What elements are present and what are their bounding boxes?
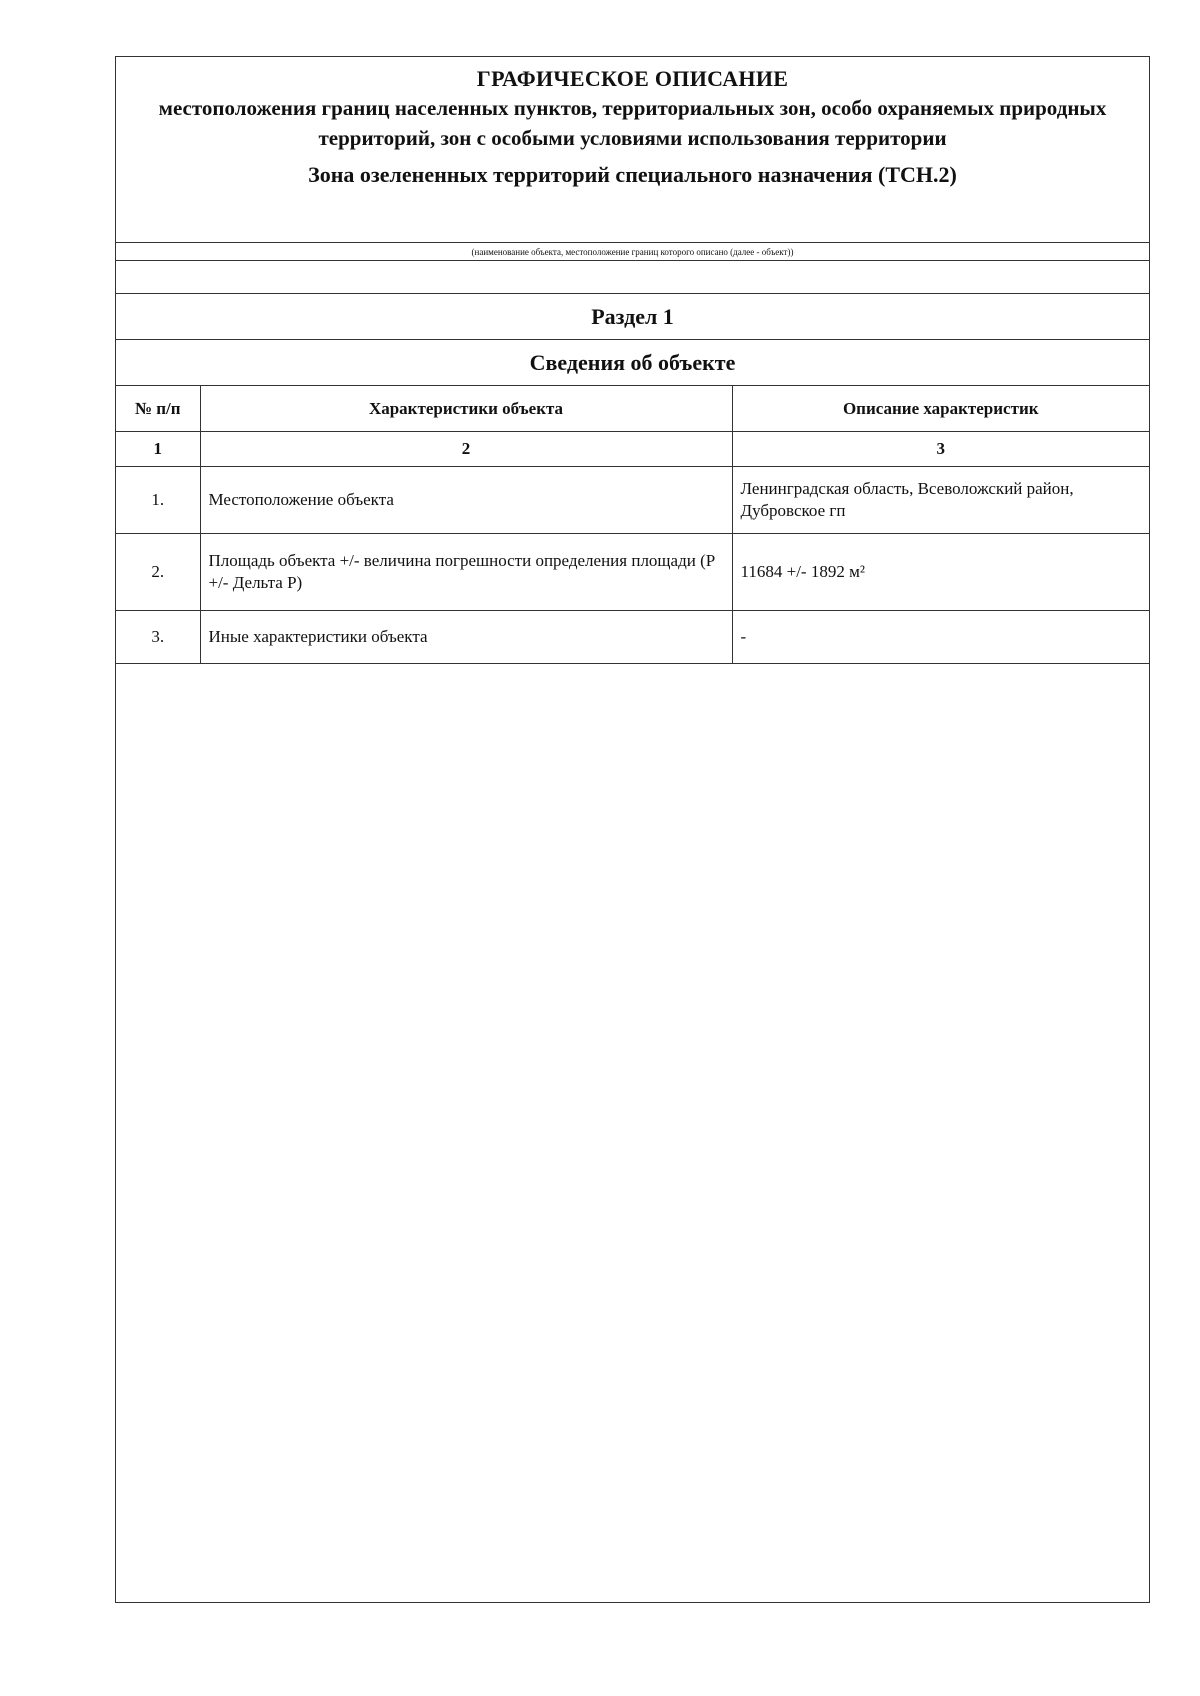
row-characteristic: Иные характеристики объекта — [200, 611, 732, 664]
row-characteristic: Площадь объекта +/- величина погрешности определения площади (Р +/- Дельта Р) — [200, 534, 732, 611]
object-info-table — [116, 385, 1149, 664]
column-number: 2 — [200, 432, 732, 467]
row-characteristic: Местоположение объекта — [200, 467, 732, 534]
row-num: 2. — [116, 534, 200, 611]
row-num: 3. — [116, 611, 200, 664]
header-description: Описание характеристик — [732, 386, 1149, 432]
row-description: - — [732, 611, 1149, 664]
section-subtitle: Сведения об объекте — [116, 339, 1149, 385]
document-header — [116, 57, 1149, 242]
document-title: ГРАФИЧЕСКОЕ ОПИСАНИЕ — [476, 66, 789, 91]
spacer-row — [116, 260, 1149, 293]
row-description: Ленинградская область, Всеволожский район, Дубровское гп — [732, 467, 1149, 534]
column-number-row — [116, 432, 1149, 467]
table-header-row — [116, 386, 1149, 432]
table-row — [116, 534, 1149, 611]
row-num: 1. — [116, 467, 200, 534]
column-number: 1 — [116, 432, 200, 467]
table-row — [116, 467, 1149, 534]
column-number: 3 — [732, 432, 1149, 467]
object-name-caption: (наименование объекта, местоположение границ которого описано (далее - объект)) — [116, 242, 1149, 260]
table-row — [116, 611, 1149, 664]
header-characteristic: Характеристики объекта — [200, 386, 732, 432]
object-name: Зона озелененных территорий специального назначения (ТСН.2) — [308, 162, 957, 187]
document-subtitle: местоположения границ населенных пунктов, территориальных зон, особо охраняемых природных территорий, зон с особыми условиями использования территории — [158, 96, 1107, 150]
row-description: 11684 +/- 1892 м² — [732, 534, 1149, 611]
section-title: Раздел 1 — [116, 293, 1149, 339]
document-sheet — [115, 56, 1150, 1603]
header-num: № п/п — [116, 386, 200, 432]
